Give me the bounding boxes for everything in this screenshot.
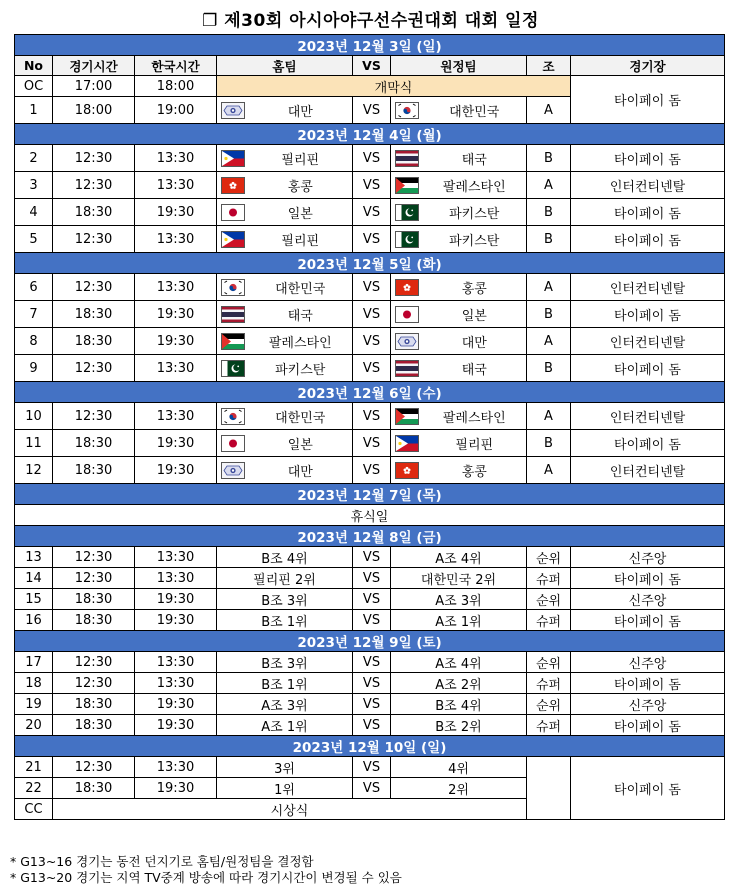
away-team: 태국 [423,355,527,382]
game-time: 18:30 [53,199,135,226]
venue: 타이페이 돔 [571,673,725,694]
japan-flag [395,306,419,323]
korea-time: 13:30 [135,568,217,589]
table-row [15,274,725,301]
table-row [15,694,725,715]
group: 순위 [527,589,571,610]
pakistan-flag [221,360,245,377]
home-flag-cell [217,457,249,484]
korea-time: 13:30 [135,547,217,568]
away-flag-cell [391,226,423,253]
vs-label: VS [353,547,391,568]
date-row [15,526,725,547]
table-row [15,403,725,430]
group: 순위 [527,694,571,715]
taiwan-flag [221,462,245,479]
away-flag-cell [391,97,423,124]
header-venue: 경기장 [571,56,725,76]
date-row [15,124,725,145]
vs-label: VS [353,568,391,589]
group: B [527,430,571,457]
vs-label: VS [353,403,391,430]
table-row [15,457,725,484]
home-flag-cell [217,226,249,253]
game-no: 13 [15,547,53,568]
home-team: 필리핀 [249,226,353,253]
header-group: 조 [527,56,571,76]
group: A [527,97,571,124]
japan-flag [221,435,245,452]
table-row [15,610,725,631]
away-team: 4위 [391,757,527,778]
korea-time: 19:30 [135,457,217,484]
korea-time: 19:30 [135,328,217,355]
vs-label: VS [353,778,391,799]
venue: 인터컨티넨탈 [571,274,725,301]
home-flag-cell [217,328,249,355]
home-team: 대만 [249,457,353,484]
away-flag-cell [391,430,423,457]
away-team: A조 4위 [391,652,527,673]
header-no: No [15,56,53,76]
home-flag-cell [217,403,249,430]
korea-time: 13:30 [135,172,217,199]
table-row [15,430,725,457]
venue: 타이페이 돔 [571,430,725,457]
palestine-flag [221,333,245,350]
taiwan-flag [221,102,245,119]
korea-time: 19:30 [135,199,217,226]
away-flag-cell [391,145,423,172]
date-label: 2023년 12월 8일 (금) [15,526,725,547]
vs-label: VS [353,199,391,226]
away-team: B조 2위 [391,715,527,736]
vs-label: VS [353,301,391,328]
vs-label: VS [353,172,391,199]
game-time: 12:30 [53,757,135,778]
game-no: 9 [15,355,53,382]
header-korea-time: 한국시간 [135,56,217,76]
venue: 타이페이 돔 [571,226,725,253]
game-time: 18:30 [53,778,135,799]
away-team: 대만 [423,328,527,355]
vs-label: VS [353,97,391,124]
away-team: 일본 [423,301,527,328]
korea-time: 13:30 [135,403,217,430]
game-time: 18:00 [53,97,135,124]
date-label: 2023년 12월 3일 (일) [15,35,725,56]
away-flag-cell [391,301,423,328]
korea-flag [221,408,245,425]
home-team: B조 3위 [217,589,353,610]
game-no: 20 [15,715,53,736]
hongkong-flag [395,462,419,479]
philippines-flag [221,150,245,167]
home-flag-cell [217,355,249,382]
game-no: 8 [15,328,53,355]
hongkong-flag [221,177,245,194]
game-no: 18 [15,673,53,694]
palestine-flag [395,177,419,194]
table-row [15,547,725,568]
venue: 타이페이 돔 [571,199,725,226]
venue: 인터컨티넨탈 [571,403,725,430]
venue: 타이페이 돔 [571,301,725,328]
korea-time: 13:30 [135,757,217,778]
table-row [15,172,725,199]
home-team: B조 4위 [217,547,353,568]
thailand-flag [395,150,419,167]
game-no: 10 [15,403,53,430]
home-team: A조 3위 [217,694,353,715]
home-team: 대한민국 [249,274,353,301]
header-row [15,56,725,76]
group: B [527,145,571,172]
home-flag-cell [217,172,249,199]
date-label: 2023년 12월 4일 (월) [15,124,725,145]
vs-label: VS [353,274,391,301]
vs-label: VS [353,673,391,694]
home-team: 파키스탄 [249,355,353,382]
group: 슈퍼 [527,715,571,736]
away-team: 팔레스타인 [423,403,527,430]
venue: 인터컨티넨탈 [571,172,725,199]
game-no: 12 [15,457,53,484]
table-row [15,757,725,778]
home-team: 홍콩 [249,172,353,199]
venue: 타이페이 돔 [571,610,725,631]
game-time: 18:30 [53,589,135,610]
game-no: 22 [15,778,53,799]
korea-time: 13:30 [135,274,217,301]
game-no: 7 [15,301,53,328]
venue: 타이페이 돔 [571,145,725,172]
korea-time: 19:30 [135,589,217,610]
game-time: 12:30 [53,568,135,589]
game-no: OC [15,76,53,97]
date-label: 2023년 12월 7일 (목) [15,484,725,505]
group: A [527,403,571,430]
home-team: 필리핀 2위 [217,568,353,589]
header-game-time: 경기시간 [53,56,135,76]
korea-time: 13:30 [135,355,217,382]
group: A [527,172,571,199]
game-no: 16 [15,610,53,631]
vs-label: VS [353,694,391,715]
header-vs: VS [353,56,391,76]
away-team: 홍콩 [423,274,527,301]
korea-time: 19:30 [135,430,217,457]
pakistan-flag [395,204,419,221]
away-team: 대한민국 2위 [391,568,527,589]
korea-time: 19:30 [135,778,217,799]
away-team: 필리핀 [423,430,527,457]
table-row [15,226,725,253]
thailand-flag [395,360,419,377]
vs-label: VS [353,430,391,457]
table-row [15,355,725,382]
home-flag-cell [217,301,249,328]
game-no: 11 [15,430,53,457]
home-flag-cell [217,145,249,172]
vs-label: VS [353,457,391,484]
vs-label: VS [353,652,391,673]
vs-label: VS [353,589,391,610]
hongkong-flag [395,279,419,296]
home-team: B조 1위 [217,610,353,631]
taiwan-flag [395,333,419,350]
korea-time: 19:00 [135,97,217,124]
korea-flag [221,279,245,296]
korea-time: 19:30 [135,301,217,328]
note-line: * G13~20 경기는 지역 TV중계 방송에 따라 경기시간이 변경될 수 있음 [10,870,402,885]
date-label: 2023년 12월 6일 (수) [15,382,725,403]
date-row [15,382,725,403]
schedule-table [14,34,725,820]
away-team: 홍콩 [423,457,527,484]
table-row [15,568,725,589]
venue: 신주앙 [571,589,725,610]
group: 슈퍼 [527,610,571,631]
group: 순위 [527,547,571,568]
date-row [15,253,725,274]
home-team: 3위 [217,757,353,778]
game-no: 17 [15,652,53,673]
table-row [15,589,725,610]
group: A [527,457,571,484]
away-team: B조 4위 [391,694,527,715]
notes [10,854,402,886]
home-team: 일본 [249,199,353,226]
home-team: 팔레스타인 [249,328,353,355]
away-flag-cell [391,328,423,355]
vs-label: VS [353,610,391,631]
venue: 신주앙 [571,652,725,673]
table-row [15,652,725,673]
table-row [15,328,725,355]
game-no: 3 [15,172,53,199]
home-flag-cell [217,430,249,457]
away-flag-cell [391,199,423,226]
opening-ceremony: 개막식 [217,76,571,97]
note-line: * G13~16 경기는 동전 던지기로 홈팀/원정팀을 결정함 [10,854,314,869]
home-team: 1위 [217,778,353,799]
vs-label: VS [353,757,391,778]
venue: 타이페이 돔 [571,355,725,382]
table-row [15,76,725,97]
date-label: 2023년 12월 5일 (화) [15,253,725,274]
group: A [527,328,571,355]
korea-time: 13:30 [135,226,217,253]
date-label: 2023년 12월 10일 (일) [15,736,725,757]
header-home: 홈팀 [217,56,353,76]
game-no: 14 [15,568,53,589]
game-time: 17:00 [53,76,135,97]
venue: 타이페이 돔 [571,757,725,820]
korea-time: 19:30 [135,715,217,736]
game-time: 18:30 [53,328,135,355]
table-row [15,301,725,328]
game-time: 12:30 [53,172,135,199]
game-time: 12:30 [53,403,135,430]
rest-day-row [15,505,725,526]
away-team: A조 3위 [391,589,527,610]
table-row [15,673,725,694]
closing-ceremony: 시상식 [53,799,527,820]
away-team: 태국 [423,145,527,172]
philippines-flag [395,435,419,452]
away-team: A조 2위 [391,673,527,694]
date-row [15,631,725,652]
home-team: B조 1위 [217,673,353,694]
date-row [15,35,725,56]
away-flag-cell [391,355,423,382]
game-no: CC [15,799,53,820]
home-team: B조 3위 [217,652,353,673]
thailand-flag [221,306,245,323]
game-no: 5 [15,226,53,253]
group: B [527,226,571,253]
away-team: A조 4위 [391,547,527,568]
korea-time: 19:30 [135,610,217,631]
home-team: 대한민국 [249,403,353,430]
game-no: 6 [15,274,53,301]
game-no: 15 [15,589,53,610]
venue: 신주앙 [571,694,725,715]
game-time: 18:30 [53,301,135,328]
game-time: 18:30 [53,694,135,715]
game-time: 12:30 [53,274,135,301]
game-no: 2 [15,145,53,172]
korea-flag [395,102,419,119]
korea-time: 19:30 [135,694,217,715]
group: 슈퍼 [527,568,571,589]
table-row [15,199,725,226]
home-team: A조 1위 [217,715,353,736]
group: 슈퍼 [527,673,571,694]
away-flag-cell [391,403,423,430]
vs-label: VS [353,226,391,253]
game-time: 18:30 [53,457,135,484]
home-flag-cell [217,199,249,226]
away-team: 2위 [391,778,527,799]
korea-time: 13:30 [135,652,217,673]
home-team: 대만 [249,97,353,124]
away-team: A조 1위 [391,610,527,631]
venue: 신주앙 [571,547,725,568]
date-label: 2023년 12월 9일 (토) [15,631,725,652]
date-row [15,736,725,757]
home-flag-cell [217,97,249,124]
away-flag-cell [391,172,423,199]
korea-time: 13:30 [135,673,217,694]
game-no: 4 [15,199,53,226]
group: A [527,274,571,301]
game-time: 12:30 [53,673,135,694]
group: B [527,301,571,328]
venue: 인터컨티넨탈 [571,328,725,355]
venue: 타이페이 돔 [571,568,725,589]
home-team: 필리핀 [249,145,353,172]
game-time: 12:30 [53,652,135,673]
group [527,757,571,820]
home-team: 태국 [249,301,353,328]
venue: 타이페이 돔 [571,76,725,124]
game-time: 12:30 [53,226,135,253]
palestine-flag [395,408,419,425]
rest-day: 휴식일 [15,505,725,526]
table-row [15,145,725,172]
away-team: 대한민국 [423,97,527,124]
date-row [15,484,725,505]
game-time: 12:30 [53,547,135,568]
away-team: 팔레스타인 [423,172,527,199]
pakistan-flag [395,231,419,248]
korea-time: 18:00 [135,76,217,97]
home-team: 일본 [249,430,353,457]
table-row [15,715,725,736]
game-time: 18:30 [53,610,135,631]
header-away: 원정팀 [391,56,527,76]
page-title: ❐ 제30회 아시아야구선수권대회 대회 일정 [202,11,539,31]
game-time: 12:30 [53,145,135,172]
venue: 타이페이 돔 [571,715,725,736]
group: B [527,355,571,382]
game-no: 1 [15,97,53,124]
venue: 인터컨티넨탈 [571,457,725,484]
group: B [527,199,571,226]
korea-time: 13:30 [135,145,217,172]
game-no: 21 [15,757,53,778]
game-no: 19 [15,694,53,715]
vs-label: VS [353,355,391,382]
game-time: 12:30 [53,355,135,382]
game-time: 18:30 [53,715,135,736]
vs-label: VS [353,328,391,355]
vs-label: VS [353,715,391,736]
game-time: 18:30 [53,430,135,457]
group: 순위 [527,652,571,673]
away-team: 파키스탄 [423,199,527,226]
away-flag-cell [391,457,423,484]
vs-label: VS [353,145,391,172]
home-flag-cell [217,274,249,301]
away-flag-cell [391,274,423,301]
away-team: 파키스탄 [423,226,527,253]
philippines-flag [221,231,245,248]
japan-flag [221,204,245,221]
